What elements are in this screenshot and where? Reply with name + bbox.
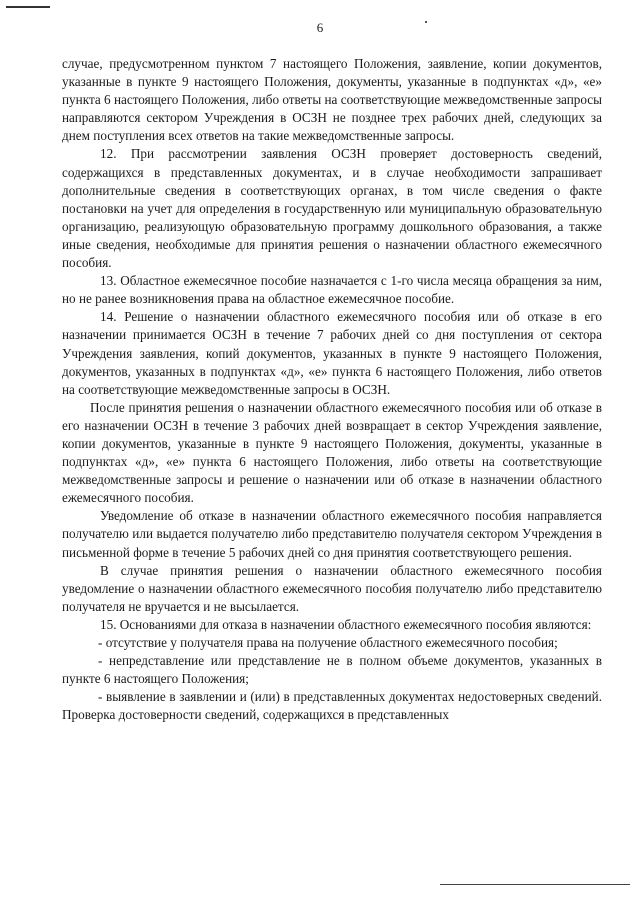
paragraph-12: 12. При рассмотрении заявления ОСЗН проверяет достоверность сведений, содержащихся в представленных документах, и в случае необходимости запрашивает дополнительные сведения в соответствующих органах, в том числе сведения о факте постановки на учет для определения в государственную или муниципальную образовательную организацию, реализующую образовательную программу дошкольного образования, а также иные сведения, необходимые для принятия решения о назначении областного ежемесячного пособия.	[62, 146, 602, 271]
paragraph-15: 15. Основаниями для отказа в назначении областного ежемесячного пособия являются:	[100, 616, 592, 632]
paragraph-14-approval-notice: В случае принятия решения о назначении областного ежемесячного пособия уведомление о назначении областного ежемесячного пособия получателю либо представителю получателя не вручается и не высылается.	[62, 562, 602, 614]
refusal-ground-item: - отсутствие у получателя права на получение областного ежемесячного пособия;	[98, 635, 558, 650]
paragraph-14-after-decision: После принятия решения о назначении областного ежемесячного пособия или об отказе в его назначении ОСЗН в течение 3 рабочих дней возвращает в сектор Учреждения заявление, копии документов, указанные в пункте 9 настоящего Положения, документы, указанные в подпунктах «д», «е» пункта 6 настоящего Положения, либо ответы на соответствующие межведомственные запросы и решение о назначении или об отказе в назначении областного ежемесячного пособия.	[62, 399, 602, 506]
paragraph-14: 14. Решение о назначении областного ежемесячного пособия или об отказе в его назначении принимается ОСЗН в течение 7 рабочих дней со дня поступления от сектора Учреждения заявления, копий документов, указанных в пункте 9 настоящего Положения, документов, указанных в подпунктах «д», «е» пункта 6 настоящего Положения, либо ответов на соответствующие межведомственные запросы в ОСЗН.	[62, 309, 602, 397]
paragraph-13: 13. Областное ежемесячное пособие назначается с 1-го числа месяца обращения за ним, но не ранее возникновения права на областное ежемесячное пособие.	[62, 273, 602, 307]
page-number: 6	[316, 20, 324, 35]
refusal-ground-item: - непредставление или представление не в полном объеме документов, указанных в пункте 6 настоящего Положения;	[62, 653, 602, 687]
scan-artifact-line	[6, 6, 50, 8]
document-body	[62, 55, 602, 724]
refusal-ground-item: - выявление в заявлении и (или) в представленных документах недостоверных сведений. Проверка достоверности сведений, содержащихся в представленных	[62, 689, 602, 723]
paragraph-continuation: случае, предусмотренном пунктом 7 настоящего Положения, заявление, копии документов, указанные в пункте 9 настоящего Положения, документы, указанные в подпунктах «д», «е» пункта 6 настоящего Положения, либо ответы на соответствующие межведомственные запросы направляются сектором Учреждения в ОСЗН не позднее трех рабочих дней, следующих за днем поступления всех ответов на такие межведомственные запросы.	[62, 56, 602, 144]
paragraph-14-refusal-notice: Уведомление об отказе в назначении областного ежемесячного пособия направляется получателю или выдается получателю либо представителю получателя сектором Учреждения в письменной форме в течение 5 рабочих дней со дня принятия соответствующего решения.	[62, 508, 602, 560]
scan-artifact-line	[440, 884, 630, 885]
